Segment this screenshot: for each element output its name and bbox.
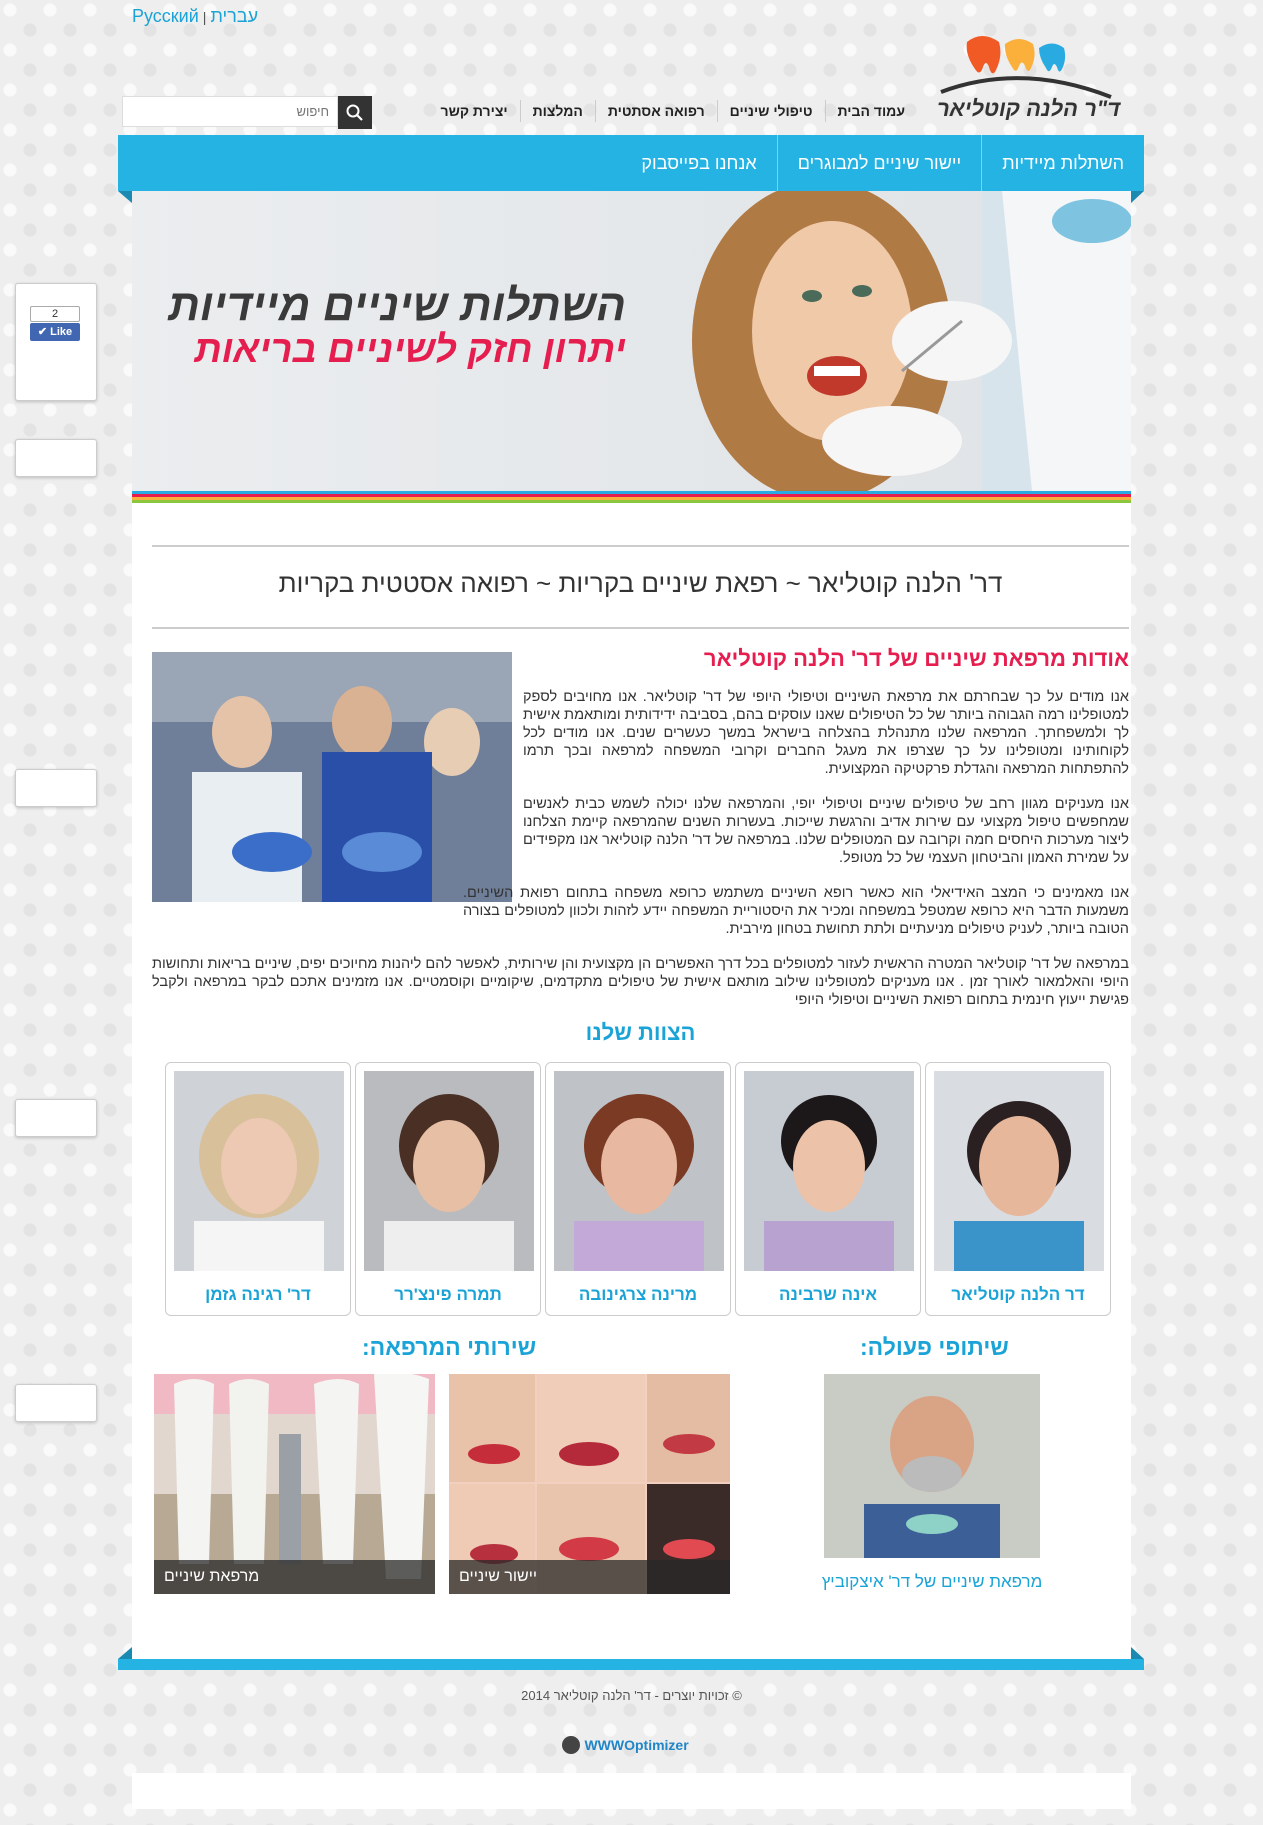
- nav-home[interactable]: עמוד הבית: [825, 100, 918, 122]
- hero-banner[interactable]: [132, 191, 1131, 491]
- nav-aesthetic-medicine[interactable]: רפואה אסתטית: [595, 100, 717, 122]
- person-portrait-icon: [934, 1071, 1104, 1271]
- services-heading: שירותי המרפאה:: [362, 1334, 537, 1360]
- team-member-name: אינה שרבינה: [778, 1285, 878, 1304]
- search-input[interactable]: [122, 96, 338, 127]
- optimizer-badge[interactable]: [562, 1736, 702, 1762]
- team-member-name: דר הלנה קוטליאר: [951, 1285, 1085, 1304]
- facebook-like[interactable]: [30, 306, 80, 341]
- team-card[interactable]: [735, 1062, 921, 1316]
- person-portrait-icon: [174, 1071, 344, 1271]
- team-photo: [744, 1071, 914, 1271]
- nav-contact[interactable]: יצירת קשר: [440, 103, 508, 119]
- ribbon-corner-left: [118, 191, 132, 203]
- about-paragraph-3: אנו מאמינים כי המצב האידיאלי הוא כאשר רופא השיניים משתמש כרופא משפחה בתחום רפואת השיניים. משמעות הדבר היא כרופא שמטפל במשפחה ומכיר את היסטוריית המשפחה יידע לזהות ולכוון למטופלים בצורה הטובה ביותר, לעניק טיפולים מניעתיים ולתת תחושת בטחון מירבית.: [463, 885, 1129, 937]
- footer-bar: [118, 1659, 1144, 1670]
- like-count: 2: [30, 306, 80, 322]
- site-logo[interactable]: [935, 32, 1120, 127]
- optimizer-text: WWWOptimizer: [584, 1737, 689, 1753]
- service-tile-orthodontics[interactable]: [449, 1374, 730, 1594]
- service-caption: יישור שיניים: [449, 1560, 730, 1594]
- hero-headline: השתלות שיניים מיידיות: [168, 281, 626, 330]
- side-widget[interactable]: [15, 769, 97, 807]
- logo-text: ד"ר הלנה קוטליאר: [937, 96, 1120, 121]
- team-card[interactable]: [165, 1062, 351, 1316]
- like-label: Like: [50, 326, 73, 338]
- footer-corner-right: [1131, 1647, 1144, 1659]
- partner-photo[interactable]: [824, 1374, 1040, 1558]
- page-title: דר' הלנה קוטליאר ~ רפאת שיניים בקריות ~ רפואה אסטטית בקריות: [278, 568, 1003, 598]
- copyright: © זכויות יוצרים - דר' הלנה קוטליאר 2014: [521, 1688, 742, 1703]
- check-icon: ✔: [37, 326, 51, 338]
- person-portrait-icon: [554, 1071, 724, 1271]
- divider-top: [152, 545, 1129, 547]
- nav-testimonials[interactable]: המלצות: [520, 100, 595, 122]
- side-widget[interactable]: [15, 1099, 97, 1137]
- like-button[interactable]: [30, 323, 80, 341]
- search-icon: [346, 104, 364, 122]
- about-heading: אודות מרפאת שיניים של דר' הלנה קוטליאר: [703, 646, 1129, 671]
- team-card[interactable]: [545, 1062, 731, 1316]
- team-photo: [934, 1071, 1104, 1271]
- lang-russian-link[interactable]: Русский: [132, 6, 199, 26]
- team-member-name: תמרה פינצ'רר: [394, 1285, 502, 1304]
- doctor-portrait-icon: [824, 1374, 1040, 1558]
- search-button[interactable]: [338, 96, 372, 129]
- about-photo: [152, 652, 512, 902]
- side-widget[interactable]: [15, 439, 97, 477]
- team-card[interactable]: [355, 1062, 541, 1316]
- language-switcher: [132, 6, 258, 27]
- hero-subheadline: יתרון חזק לשיניים בריאות: [194, 329, 626, 371]
- person-portrait-icon: [364, 1071, 534, 1271]
- team-photo: [364, 1071, 534, 1271]
- lang-separator: |: [202, 9, 207, 25]
- service-tile-dental-clinic[interactable]: [154, 1374, 435, 1594]
- person-portrait-icon: [744, 1071, 914, 1271]
- team-photo: [554, 1071, 724, 1271]
- lang-hebrew-link[interactable]: עברית: [210, 6, 259, 26]
- about-paragraph-2: אנו מעניקים מגוון רחב של טיפולים שיניים וטיפולי יופי, והמרפאה שלנו יכולה לשמש כבית לאנשים שמחפשים טיפול מקצועי עם שירות אדיב והרגשת שייכות. בעשרות השנים שהמרפאה קיימת הצלחנו ליצור מערכות היחסים חמה וקרובה עם המטופלים שלנו. במרפאה של דר' הלנה קוטליאר אנו מקפידים על שמירת האמון והביטחון העצמי של כל מטופל.: [523, 796, 1129, 866]
- team-photo: [174, 1071, 344, 1271]
- nav-dental-treatments[interactable]: טיפולי שיניים: [717, 100, 825, 122]
- team-member-name: דר' רגינה גזמן: [205, 1285, 311, 1304]
- nav-adult-orthodontics[interactable]: יישור שיניים למבוגרים: [777, 135, 982, 191]
- top-navigation: [429, 100, 917, 122]
- divider-bottom: [152, 627, 1129, 629]
- secondary-navigation: [118, 135, 1144, 191]
- about-paragraph-1: אנו מודים על כך שבחרתם את מרפאת השיניים וטיפולי היופי של דר' קוטליאר. אנו מחויבים לספק למטופלינו רמה הגבוהה ביותר של כל הטיפולים שאנו עוסקים בהם, בסביבה ידידותית ומותאמת אישית לך ולמשפחתך. המרפאה שלנו מתנהלת בהצלחה בישראל במשך כעשרים שנים. אנו מודים לכל לקוחותינו ומטופלינו על כך שצרפו את מעגל החברים וקרובי המשפחה למרפאה ובכך תרמו להתפתחות המרפאה והגדלת פרקטיקה המקצועית.: [523, 689, 1129, 777]
- team-card[interactable]: [925, 1062, 1111, 1316]
- side-widget[interactable]: [15, 1384, 97, 1422]
- color-stripes: [132, 491, 1131, 503]
- clinic-team-image-icon: [152, 652, 512, 902]
- ribbon-corner-right: [1131, 191, 1144, 203]
- about-paragraph-4: במרפאה של דר' קוטליאר המטרה הראשית לעזור למטופלים בכל דרך האפשרים הן מקצועית והן שירותית, לאפשר להם ליהנות מחיוכים יפים, שיניים בריאות ותחושות היופי והאלמאור לאורך זמן . אנו מעניקים למטופלינו שילוב מותאם אישית של טיפולים מתקדמים, שיקומיים וקוסמטיים. אנו מזמינים אתכם לבקר במרפאה ולקבל פגישת ייעוץ חינמית בתחום רפואת השיניים וטיפולי היופי: [152, 956, 1129, 1008]
- team-heading: הצוות שלנו: [585, 1020, 696, 1045]
- footer-corner-left: [118, 1647, 132, 1659]
- team-member-name: מרינה צרגינובה: [578, 1285, 698, 1304]
- partner-link[interactable]: מרפאת שיניים של דר' איצקוביץ: [821, 1572, 1043, 1591]
- bottom-strip: [132, 1773, 1131, 1809]
- nav-immediate-implants[interactable]: השתלות מיידיות: [981, 135, 1144, 191]
- nav-facebook[interactable]: אנחנו בפייסבוק: [641, 153, 757, 173]
- search-box: [122, 96, 372, 129]
- facebook-widget: [15, 283, 97, 401]
- optimizer-logo-icon: [562, 1736, 580, 1754]
- service-caption: מרפאת שיניים: [154, 1560, 435, 1594]
- partners-heading: שיתופי פעולה:: [860, 1334, 1009, 1360]
